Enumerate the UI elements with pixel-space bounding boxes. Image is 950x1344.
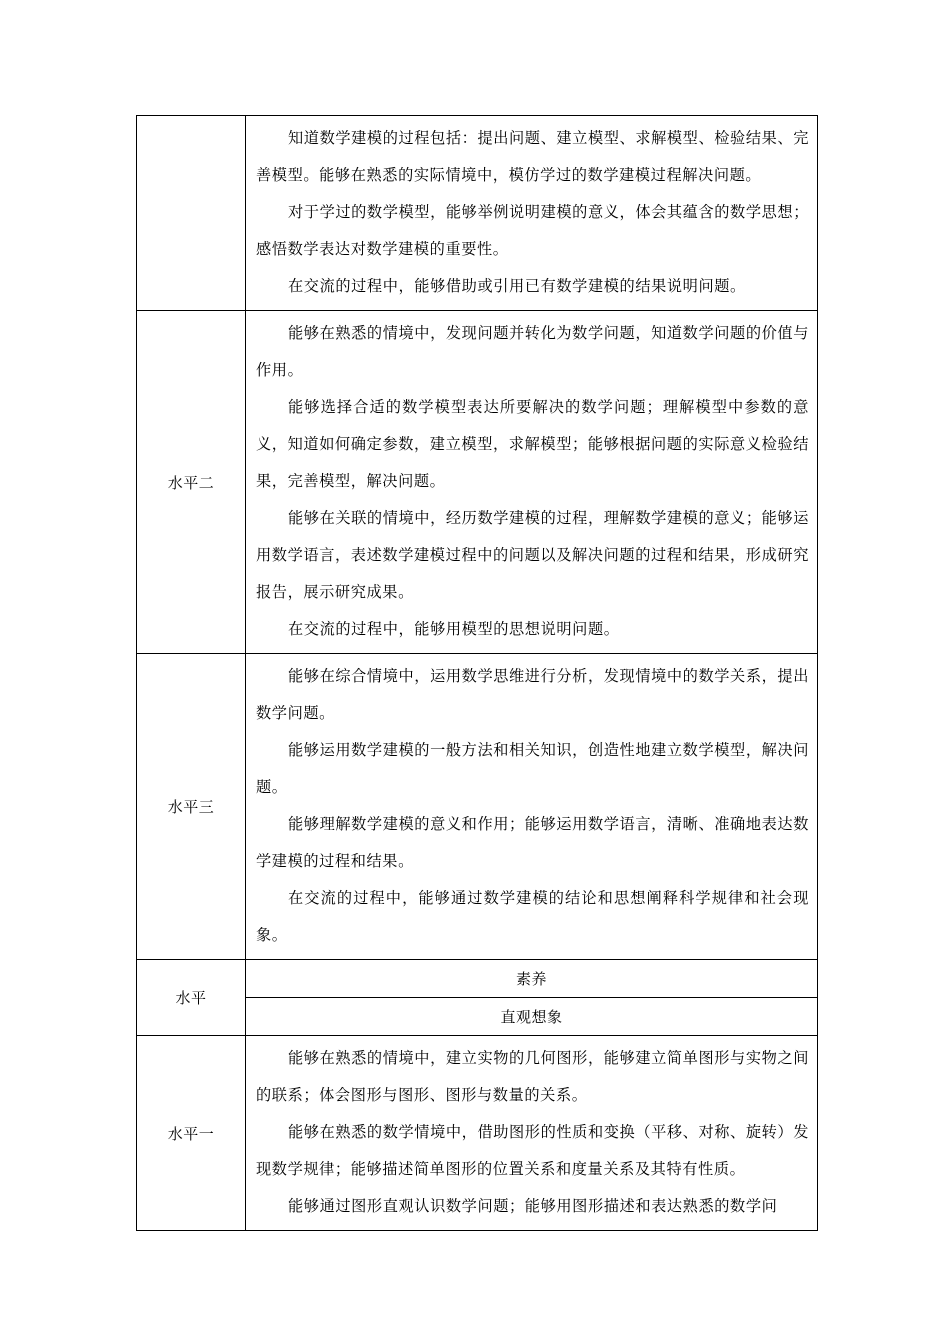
paragraph: 能够通过图形直观认识数学问题；能够用图形描述和表达熟悉的数学问: [288, 1197, 778, 1215]
paragraph: 知道数学建模的过程包括：提出问题、建立模型、求解模型、检验结果、完善模型。能够在熟悉的实际情境中，模仿学过的数学建模过程解决问题。: [256, 129, 809, 184]
paragraph: 能够理解数学建模的意义和作用；能够运用数学语言，清晰、准确地表达数学建模的过程和结果。: [256, 815, 809, 870]
level-cell: 水平二: [137, 311, 246, 654]
description-cell: [246, 311, 818, 654]
paragraph: 在交流的过程中，能够借助或引用已有数学建模的结果说明问题。: [288, 277, 746, 295]
header-literacy-name: 直观想象: [246, 998, 818, 1036]
paragraph: 对于学过的数学模型，能够举例说明建模的意义，体会其蕴含的数学思想；感悟数学表达对数学建模的重要性。: [256, 203, 809, 258]
level-cell: 水平一: [137, 1036, 246, 1231]
description-cell: [246, 116, 818, 311]
paragraph: 能够在熟悉的数学情境中，借助图形的性质和变换（平移、对称、旋转）发现数学规律；能够描述简单图形的位置关系和度量关系及其特有性质。: [256, 1123, 809, 1178]
paragraph: 能够在熟悉的情境中，发现问题并转化为数学问题，知道数学问题的价值与作用。: [256, 324, 809, 379]
paragraph: 能够在熟悉的情境中，建立实物的几何图形，能够建立简单图形与实物之间的联系；体会图形与图形、图形与数量的关系。: [256, 1049, 809, 1104]
table-row: [137, 654, 818, 960]
table-row: [137, 1036, 818, 1231]
paragraph: 能够选择合适的数学模型表达所要解决的数学问题；理解模型中参数的意义，知道如何确定参数，建立模型，求解模型；能够根据问题的实际意义检验结果，完善模型，解决问题。: [256, 398, 809, 490]
literacy-level-table: [136, 115, 818, 1231]
header-level-label: 水平: [137, 960, 246, 1036]
level-cell: 水平三: [137, 654, 246, 960]
description-cell: [246, 654, 818, 960]
header-literacy-label: 素养: [246, 960, 818, 998]
description-cell: [246, 1036, 818, 1231]
level-cell-empty: [137, 116, 246, 311]
table-row: [137, 116, 818, 311]
paragraph: 在交流的过程中，能够通过数学建模的结论和思想阐释科学规律和社会现象。: [256, 889, 809, 944]
paragraph: 能够运用数学建模的一般方法和相关知识，创造性地建立数学模型，解决问题。: [256, 741, 809, 796]
table-row: [137, 311, 818, 654]
header-row: [137, 960, 818, 998]
paragraph: 在交流的过程中，能够用模型的思想说明问题。: [288, 620, 620, 638]
paragraph: 能够在关联的情境中，经历数学建模的过程，理解数学建模的意义；能够运用数学语言，表述数学建模过程中的问题以及解决问题的过程和结果，形成研究报告，展示研究成果。: [256, 509, 809, 601]
paragraph: 能够在综合情境中，运用数学思维进行分析，发现情境中的数学关系，提出数学问题。: [256, 667, 809, 722]
